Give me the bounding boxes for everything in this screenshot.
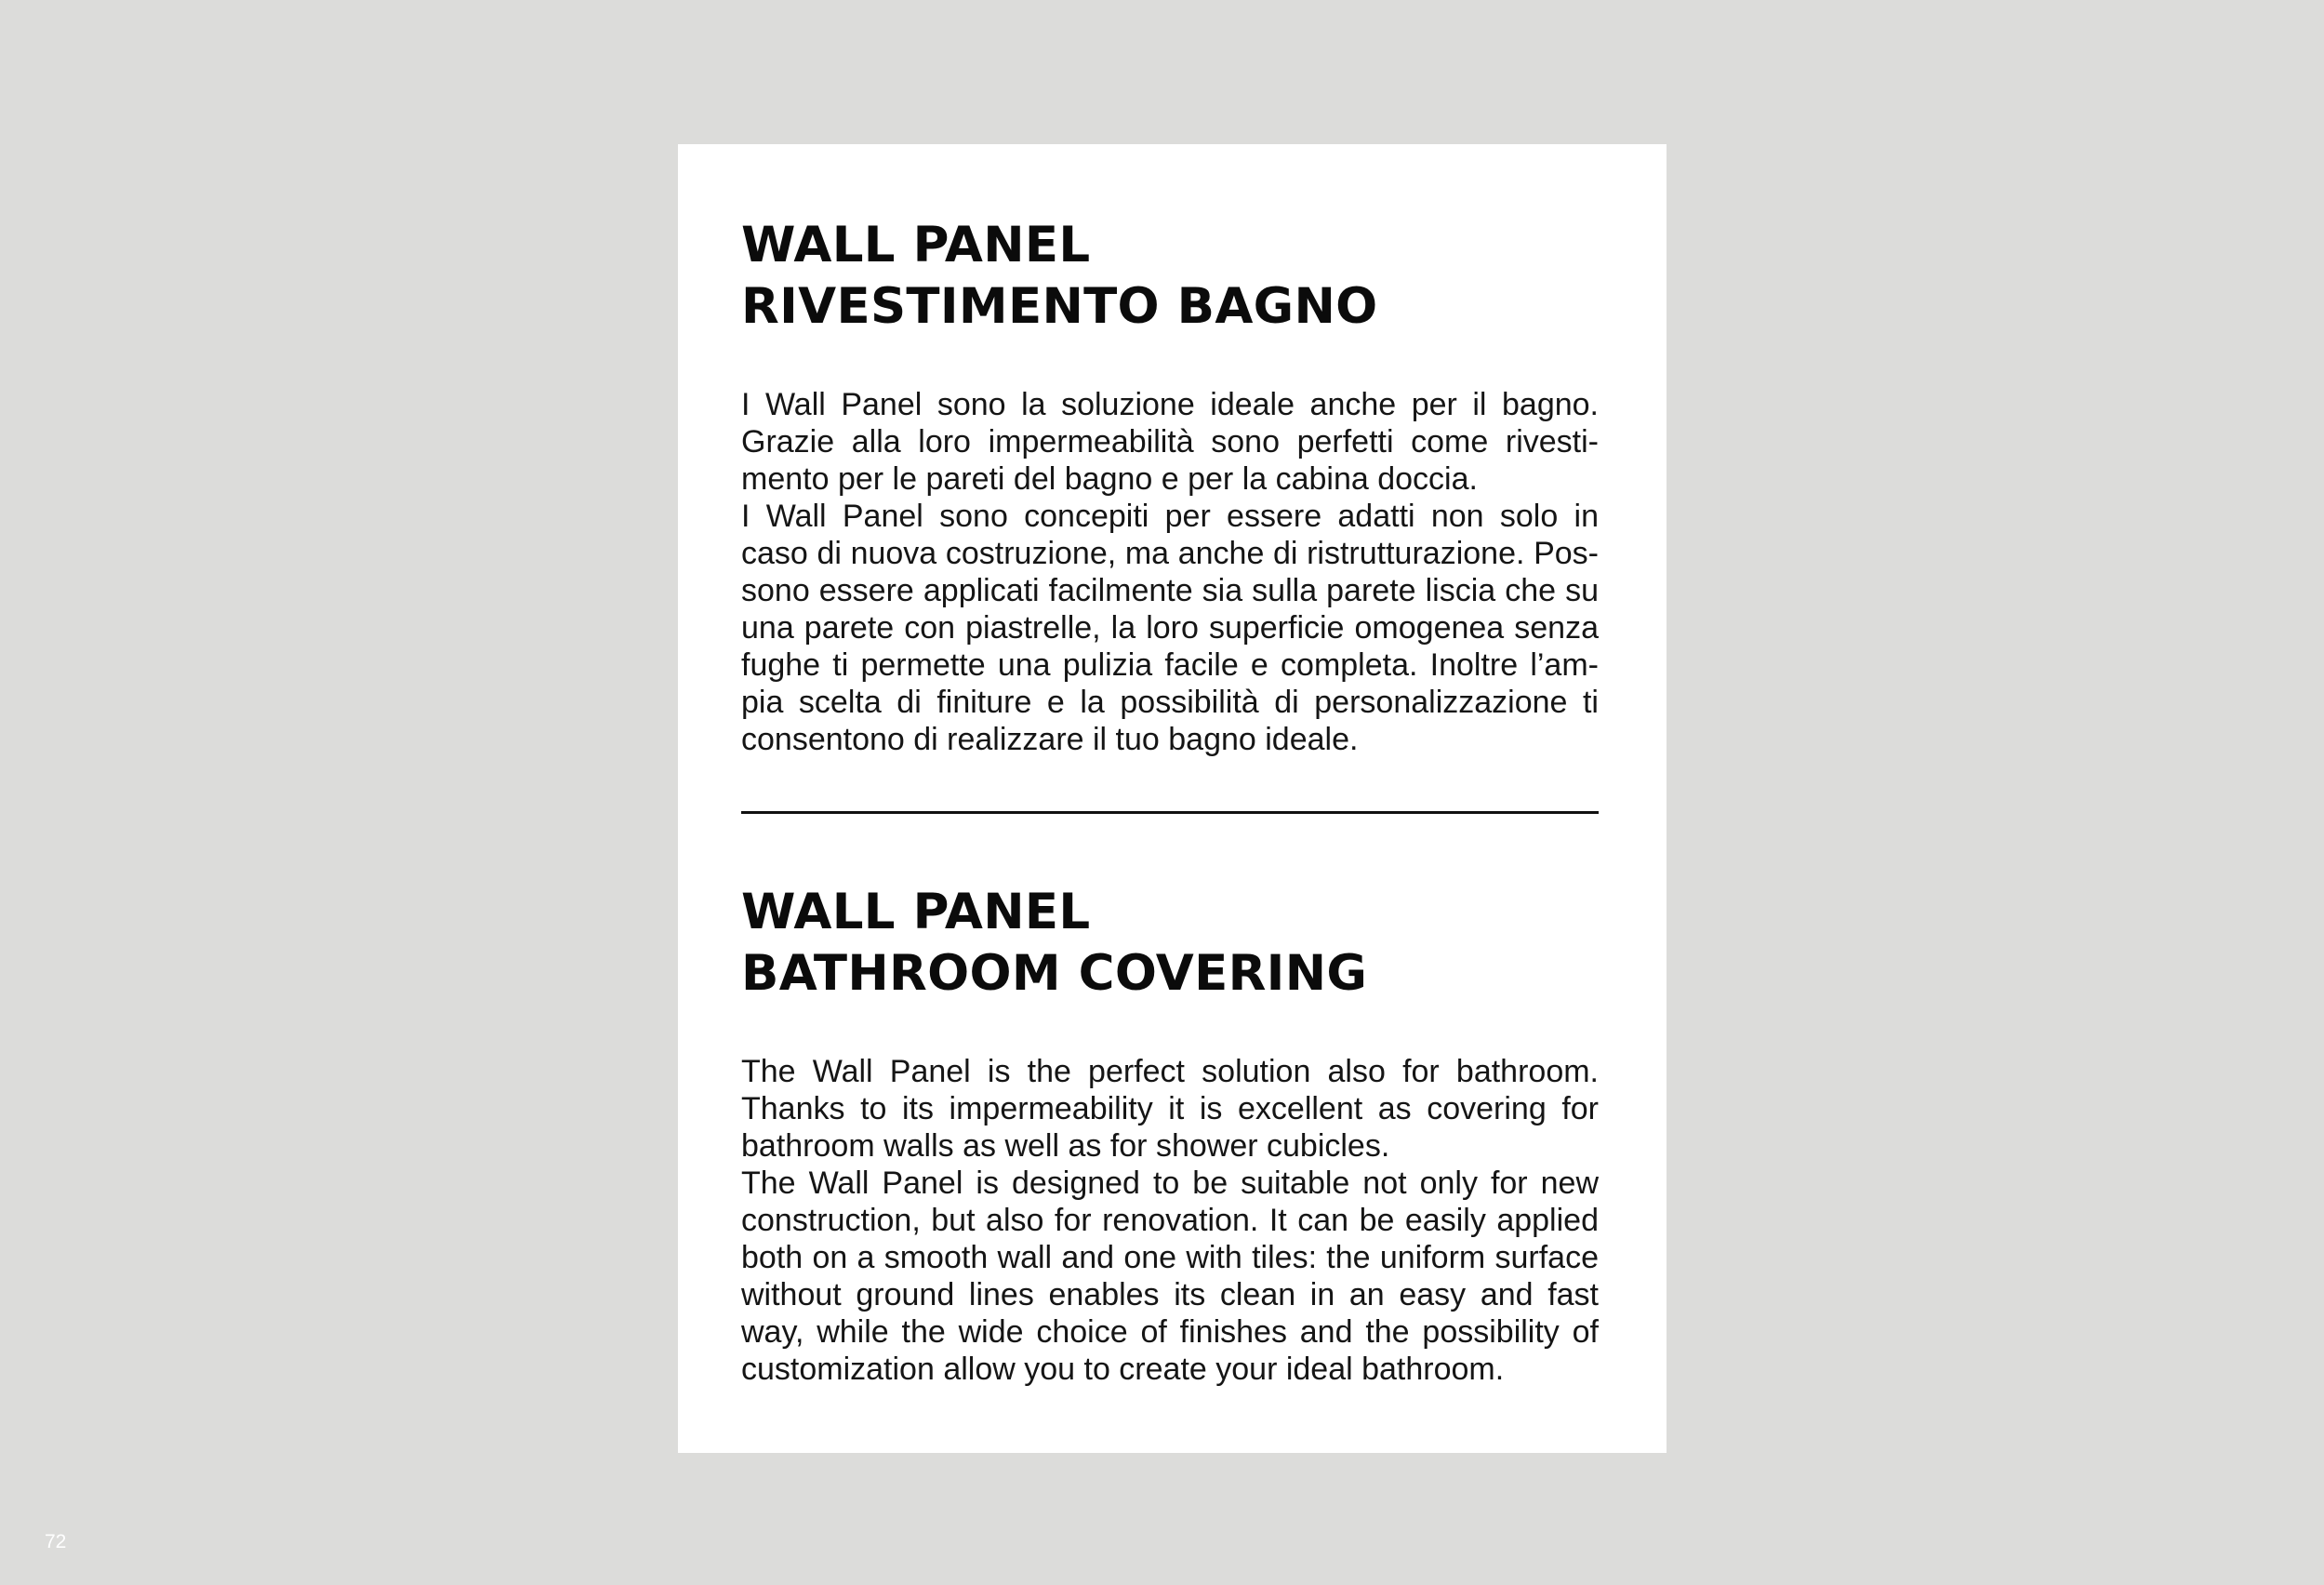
english-title-line1: WALL PANEL — [741, 884, 1091, 940]
page-number: 72 — [45, 1531, 67, 1552]
english-body — [741, 1053, 1599, 1388]
english-paragraph-1: The Wall Panel is the perfect solution also for bathroom. Thanks to its impermeability it is excellent as covering for bathroom walls as well as for shower cubicles. — [741, 1054, 1599, 1164]
italian-paragraph-2: I Wall Panel sono concepiti per essere adatti non solo in caso di nuova costruzione, ma anche di ristrutturazione. Possono essere applicati facilmente sia sulla parete liscia che su una parete con piastrelle, la loro superficie omogenea senza fughe ti permette una pulizia facile e completa. Inoltre l’ampia scelta di finiture e la possibilità di personalizzazione ti consentono di realizzare il tuo bagno ideale. — [741, 499, 1599, 757]
italian-body — [741, 386, 1599, 758]
english-section — [741, 882, 1599, 1388]
italian-title — [741, 215, 1599, 338]
english-title-line2: BATHROOM COVERING — [741, 945, 1368, 1002]
italian-paragraph-1: I Wall Panel sono la soluzione ideale anche per il bagno. Grazie alla loro impermeabilità sono perfetti come rivestimento per le pareti del bagno e per la cabina doccia. — [741, 387, 1599, 497]
italian-title-line1: WALL PANEL — [741, 217, 1091, 273]
italian-section — [741, 215, 1599, 758]
italian-title-line2: RIVESTIMENTO BAGNO — [741, 278, 1378, 335]
section-divider — [741, 811, 1599, 814]
document-page — [678, 144, 1667, 1453]
english-title — [741, 882, 1599, 1005]
english-paragraph-2: The Wall Panel is designed to be suitable not only for new construction, but also for renovation. It can be easily applied both on a smooth wall and one with tiles: the uniform surface without ground lines enables its clean in an easy and fast way, while the wide choice of finishes and the possibility of customization allow you to create your ideal bathroom. — [741, 1165, 1599, 1387]
